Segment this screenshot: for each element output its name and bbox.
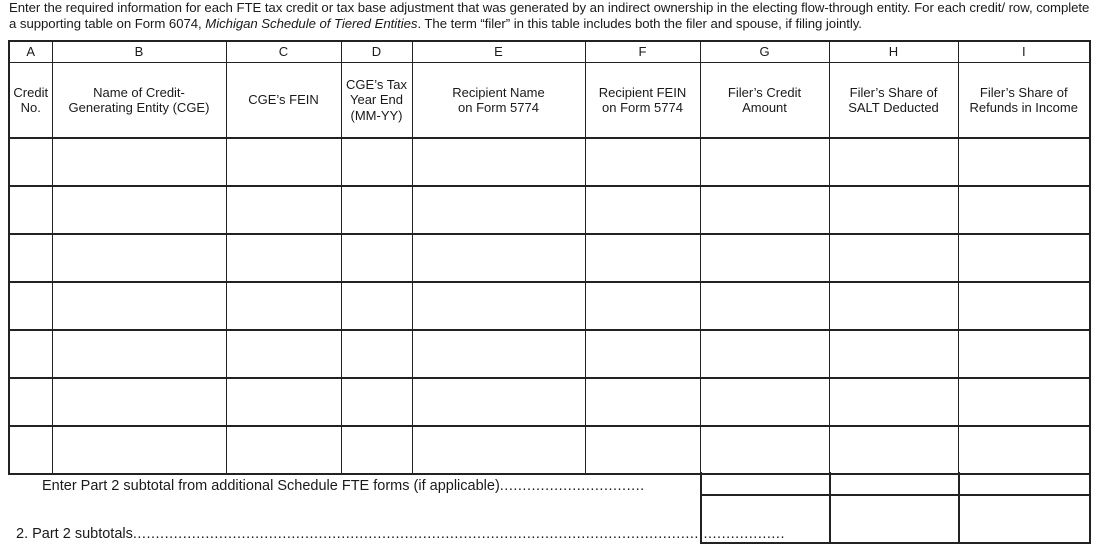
entry-cell-cge-name[interactable]: [52, 282, 226, 330]
header-line: Refunds in Income: [969, 100, 1078, 115]
part2-subtotal-g[interactable]: [701, 495, 830, 543]
column-letter-h: H: [829, 41, 958, 63]
entry-cell-cge-tax-year-end[interactable]: [341, 138, 412, 186]
entry-cell-filer-credit-amount[interactable]: [700, 426, 829, 474]
entry-cell-recipient-fein[interactable]: [585, 330, 700, 378]
additional-subtotal-i[interactable]: [959, 472, 1090, 495]
instructions-text-end: . The term “filer” in this table includes both the filer and spouse, if filing jointly.: [417, 16, 862, 31]
entry-cell-filer-share-salt[interactable]: [829, 138, 958, 186]
entry-cell-credit-no[interactable]: [9, 426, 52, 474]
column-letter-a: A: [9, 41, 52, 63]
part2-subtotal-i[interactable]: [959, 495, 1090, 543]
entry-cell-recipient-name[interactable]: [412, 234, 585, 282]
entry-cell-cge-name[interactable]: [52, 186, 226, 234]
header-cge-tax-year-end: [341, 63, 412, 139]
form-6074-title: Michigan Schedule of Tiered Entities: [205, 16, 418, 31]
header-filer-credit-amount: [700, 63, 829, 139]
entry-cell-credit-no[interactable]: [9, 330, 52, 378]
header-line: CGE’s FEIN: [248, 92, 319, 108]
entry-cell-recipient-fein[interactable]: [585, 138, 700, 186]
entry-cell-filer-share-refunds[interactable]: [958, 138, 1090, 186]
entry-cell-credit-no[interactable]: [9, 186, 52, 234]
header-filer-share-refunds: [958, 63, 1090, 139]
leader-dots: ................................: [499, 478, 645, 494]
entry-cell-filer-share-salt[interactable]: [829, 426, 958, 474]
header-line: Year End: [349, 92, 403, 108]
header-line: Credit: [13, 84, 49, 100]
entry-cell-filer-share-salt[interactable]: [829, 378, 958, 426]
entry-cell-filer-share-refunds[interactable]: [958, 330, 1090, 378]
entry-cell-filer-credit-amount[interactable]: [700, 138, 829, 186]
entry-cell-filer-share-refunds[interactable]: [958, 282, 1090, 330]
instructions-paragraph: [9, 0, 1094, 32]
entry-cell-cge-fein[interactable]: [226, 378, 341, 426]
entry-rows: [9, 138, 1090, 474]
entry-cell-cge-tax-year-end[interactable]: [341, 330, 412, 378]
entry-cell-cge-name[interactable]: [52, 426, 226, 474]
entry-cell-cge-tax-year-end[interactable]: [341, 234, 412, 282]
entry-cell-recipient-name[interactable]: [412, 378, 585, 426]
entry-cell-cge-tax-year-end[interactable]: [341, 186, 412, 234]
entry-cell-filer-share-salt[interactable]: [829, 330, 958, 378]
additional-forms-subtotal-label: [42, 478, 697, 495]
header-line: CGE’s Tax: [346, 76, 407, 92]
entry-cell-cge-tax-year-end[interactable]: [341, 378, 412, 426]
header-line: SALT Deducted: [848, 100, 939, 115]
part2-subtotal-row: [701, 495, 1090, 543]
column-letter-b: B: [52, 41, 226, 63]
entry-cell-recipient-name[interactable]: [412, 138, 585, 186]
table-row: [9, 282, 1090, 330]
entry-cell-recipient-fein[interactable]: [585, 186, 700, 234]
entry-cell-cge-fein[interactable]: [226, 234, 341, 282]
entry-cell-recipient-fein[interactable]: [585, 282, 700, 330]
entry-cell-recipient-name[interactable]: [412, 186, 585, 234]
header-line: Amount: [742, 100, 787, 115]
column-header-row: [9, 63, 1090, 139]
entry-cell-credit-no[interactable]: [9, 282, 52, 330]
entry-cell-filer-credit-amount[interactable]: [700, 378, 829, 426]
column-letter-d: D: [341, 41, 412, 63]
header-line: Filer’s Share of: [849, 84, 938, 100]
entry-cell-cge-fein[interactable]: [226, 186, 341, 234]
header-recipient-name: [412, 63, 585, 139]
header-line: Filer’s Credit: [727, 84, 802, 100]
header-line: Filer’s Share of: [979, 84, 1068, 100]
entry-cell-cge-name[interactable]: [52, 330, 226, 378]
entry-cell-recipient-fein[interactable]: [585, 426, 700, 474]
entry-cell-cge-name[interactable]: [52, 138, 226, 186]
header-cge-fein: [226, 63, 341, 139]
entry-cell-filer-credit-amount[interactable]: [700, 186, 829, 234]
entry-cell-filer-credit-amount[interactable]: [700, 282, 829, 330]
column-letter-c: C: [226, 41, 341, 63]
entry-cell-filer-share-refunds[interactable]: [958, 426, 1090, 474]
header-line: (MM-YY): [350, 107, 403, 123]
subtotals-table: [700, 472, 1091, 544]
table-row: [9, 234, 1090, 282]
header-line: Recipient Name: [452, 84, 545, 100]
entry-cell-cge-tax-year-end[interactable]: [341, 282, 412, 330]
entry-cell-cge-name[interactable]: [52, 378, 226, 426]
entry-cell-credit-no[interactable]: [9, 378, 52, 426]
column-letter-e: E: [412, 41, 585, 63]
entry-cell-filer-share-salt[interactable]: [829, 234, 958, 282]
credit-table: [8, 40, 1091, 475]
entry-cell-cge-tax-year-end[interactable]: [341, 426, 412, 474]
additional-subtotal-g[interactable]: [701, 472, 830, 495]
header-line: on Form 5774: [458, 100, 539, 115]
entry-cell-filer-share-refunds[interactable]: [958, 186, 1090, 234]
header-line: Recipient FEIN: [598, 84, 687, 100]
leader-dots: ................................................................................................................................................: [132, 526, 785, 542]
entry-cell-filer-share-salt[interactable]: [829, 186, 958, 234]
table-row: [9, 138, 1090, 186]
header-line: No.: [20, 100, 41, 115]
entry-cell-cge-fein[interactable]: [226, 330, 341, 378]
header-filer-share-salt: [829, 63, 958, 139]
subtotal-label-text: Enter Part 2 subtotal from additional Schedule FTE forms (if applicable): [42, 478, 500, 494]
entry-cell-recipient-name[interactable]: [412, 426, 585, 474]
entry-cell-credit-no[interactable]: [9, 138, 52, 186]
entry-cell-filer-share-salt[interactable]: [829, 282, 958, 330]
header-cge-name: [52, 63, 226, 139]
subtotal-label-text: 2. Part 2 subtotals: [16, 526, 133, 542]
table-row: [9, 186, 1090, 234]
additional-subtotal-row: [701, 472, 1090, 495]
column-letter-g: G: [700, 41, 829, 63]
instructions-text: Enter the required information for each FTE tax credit or tax base adjustment that was generated by an indirect ownership in the electing flow-through entity. For each credit/ row, complete a supporting table on Form 6074,: [9, 0, 1090, 31]
entry-cell-credit-no[interactable]: [9, 234, 52, 282]
entry-cell-recipient-fein[interactable]: [585, 234, 700, 282]
entry-cell-cge-fein[interactable]: [226, 426, 341, 474]
entry-cell-cge-name[interactable]: [52, 234, 226, 282]
column-letter-row: [9, 41, 1090, 63]
entry-cell-filer-share-refunds[interactable]: [958, 234, 1090, 282]
entry-cell-recipient-fein[interactable]: [585, 378, 700, 426]
table-row: [9, 330, 1090, 378]
table-row: [9, 378, 1090, 426]
table-row: [9, 426, 1090, 474]
part2-subtotals-label: [16, 526, 785, 543]
header-line: on Form 5774: [602, 100, 683, 115]
entry-cell-filer-credit-amount[interactable]: [700, 330, 829, 378]
additional-subtotal-h[interactable]: [830, 472, 959, 495]
entry-cell-cge-fein[interactable]: [226, 282, 341, 330]
entry-cell-cge-fein[interactable]: [226, 138, 341, 186]
entry-cell-filer-credit-amount[interactable]: [700, 234, 829, 282]
header-line: Name of Credit-: [93, 84, 185, 100]
part2-subtotal-h[interactable]: [830, 495, 959, 543]
entry-cell-recipient-name[interactable]: [412, 282, 585, 330]
header-credit-no: [9, 63, 52, 139]
entry-cell-filer-share-refunds[interactable]: [958, 378, 1090, 426]
entry-cell-recipient-name[interactable]: [412, 330, 585, 378]
column-letter-i: I: [958, 41, 1090, 63]
column-letter-f: F: [585, 41, 700, 63]
header-line: Generating Entity (CGE): [68, 100, 210, 115]
header-recipient-fein: [585, 63, 700, 139]
